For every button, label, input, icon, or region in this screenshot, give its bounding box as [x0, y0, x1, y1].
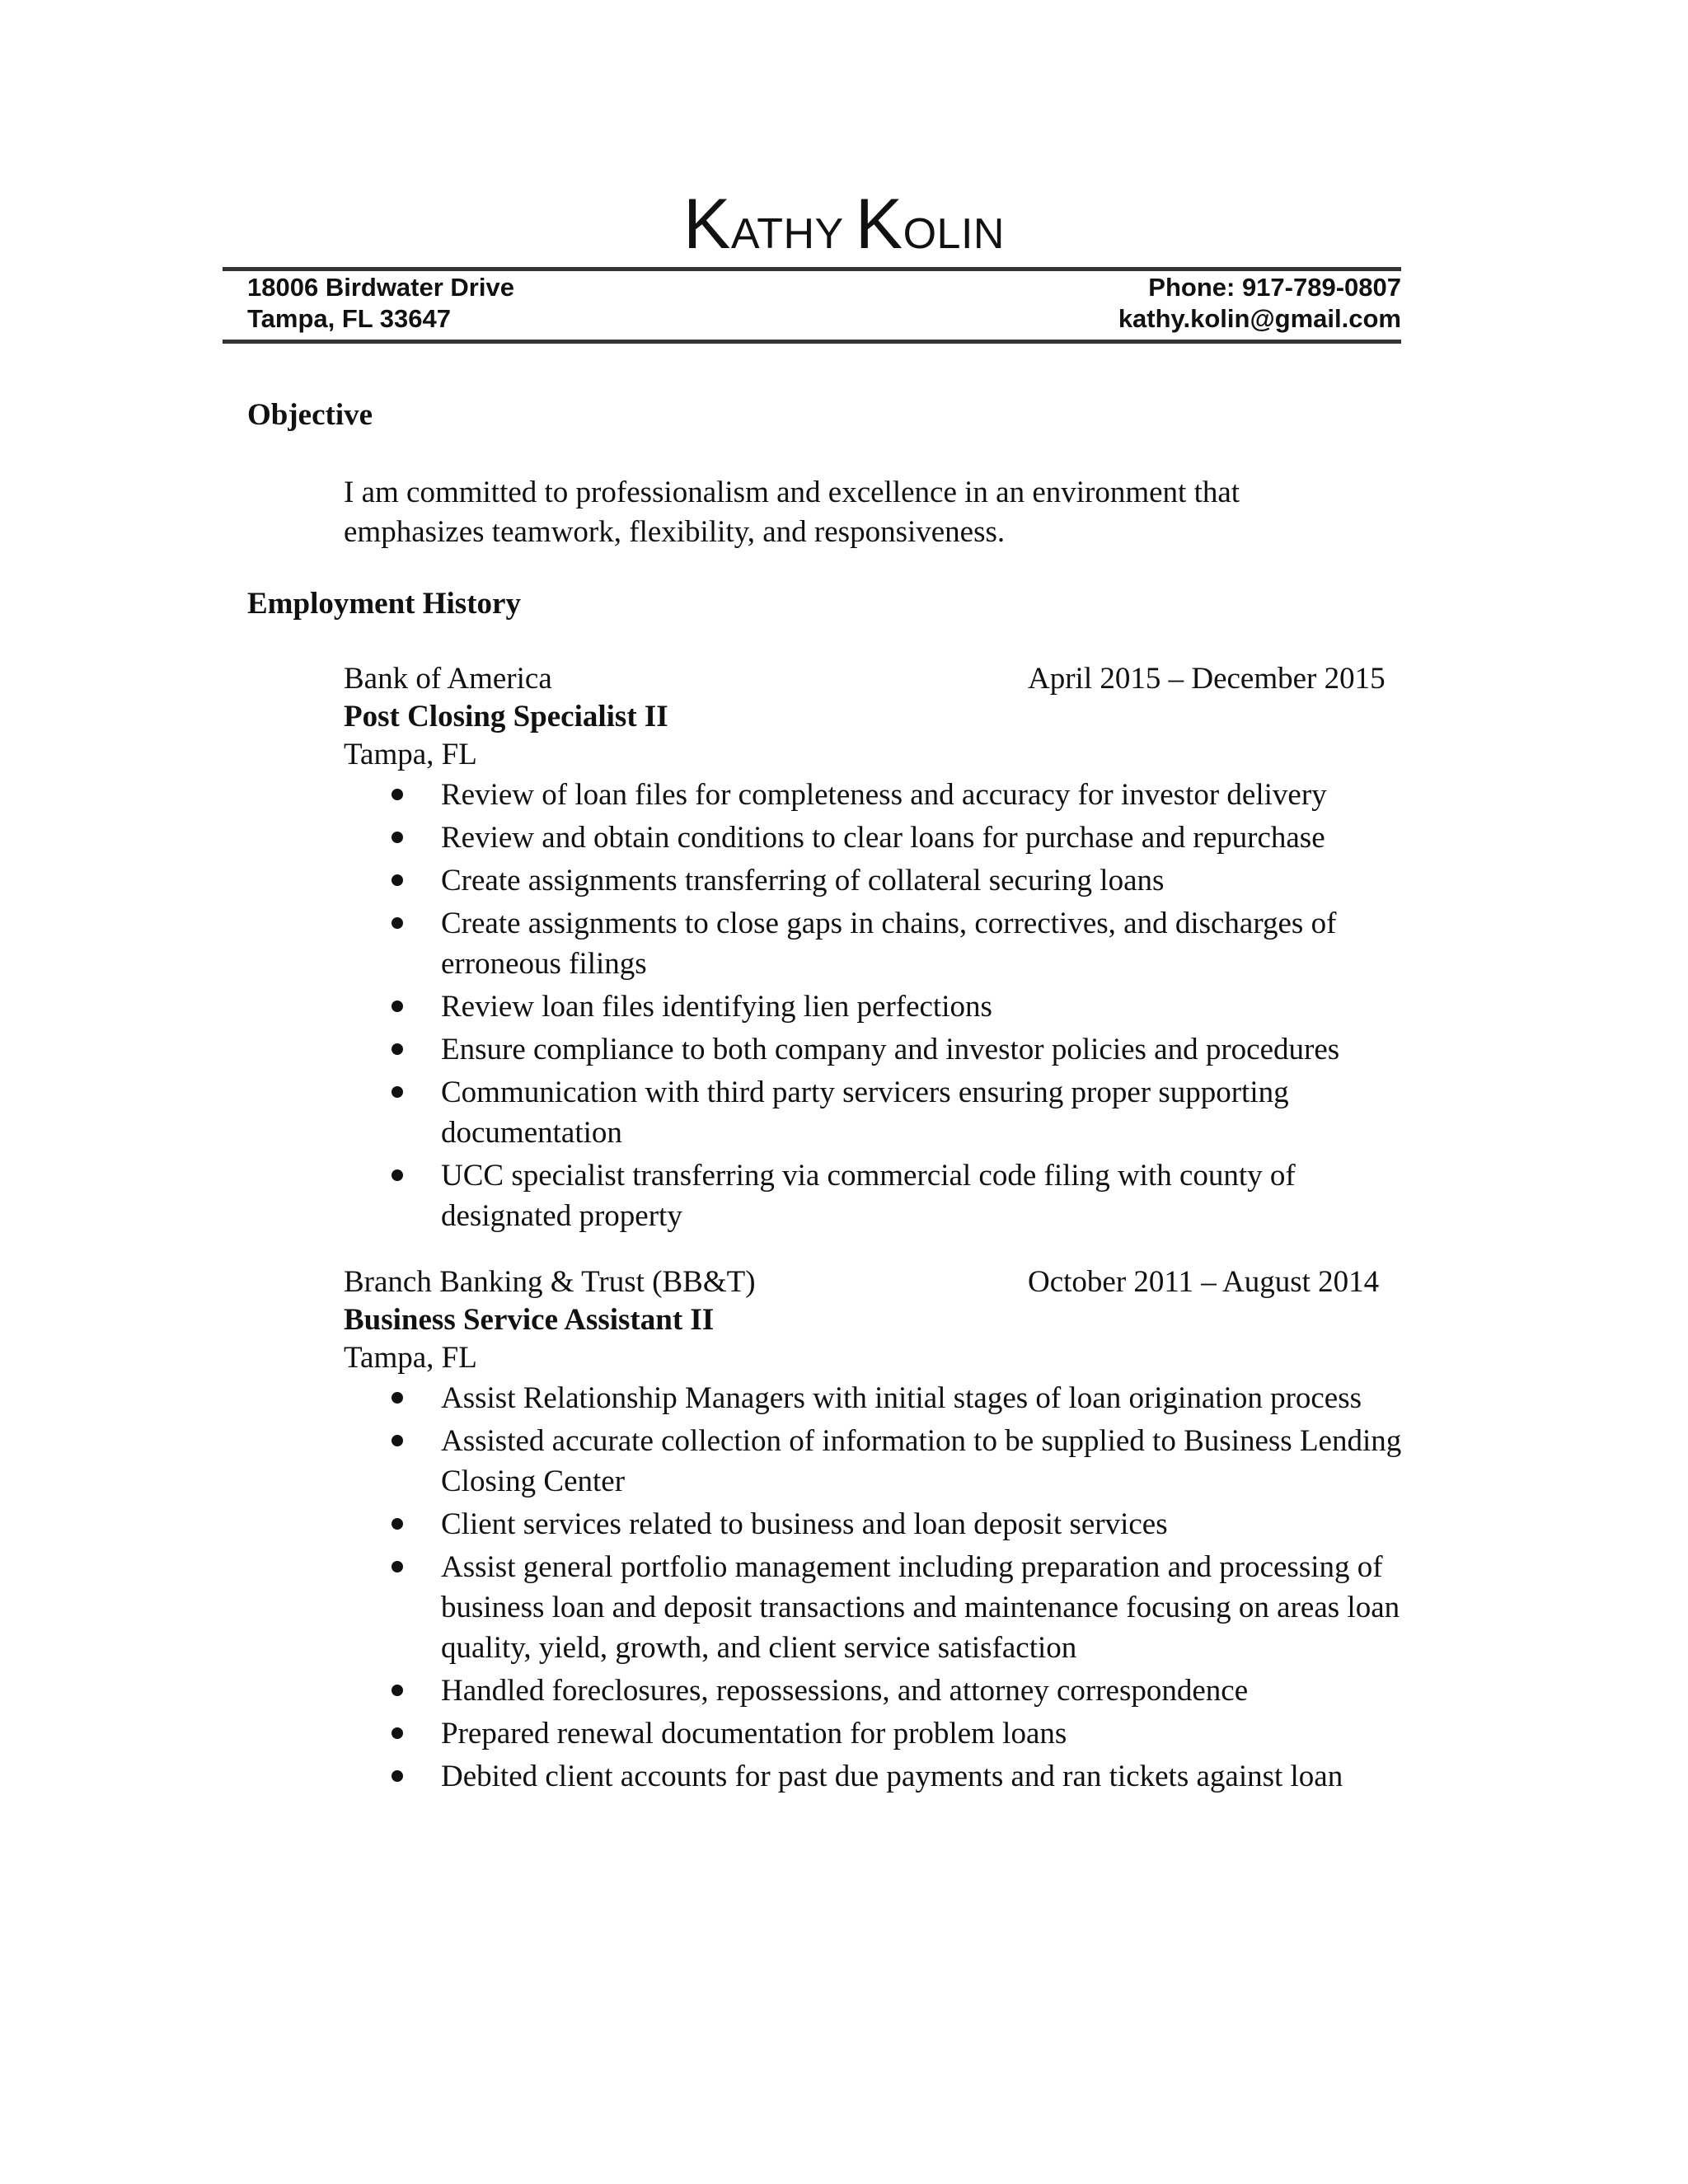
- bullet-icon: [392, 917, 403, 929]
- job-title: Business Service Assistant II: [344, 1303, 715, 1337]
- bullet-icon: [392, 1435, 403, 1446]
- bullet-icon: [392, 1727, 403, 1739]
- job-duties-list: [344, 775, 1415, 1236]
- address-line-2: Tampa, FL 33647: [247, 304, 451, 333]
- resume-name: [0, 185, 1688, 267]
- bullet-icon: [392, 1392, 403, 1404]
- job-company: Bank of America: [344, 662, 552, 696]
- employment-heading: Employment History: [247, 587, 521, 621]
- list-item: Create assignments to close gaps in chains, correctives, and discharges of erroneous filings: [344, 903, 1430, 984]
- job-duties-list: [344, 1378, 1415, 1797]
- job-company: Branch Banking & Trust (BB&T): [344, 1265, 756, 1299]
- bullet-icon: [392, 1001, 403, 1012]
- name-last-initial: K: [855, 185, 903, 264]
- list-item: Assist Relationship Managers with initial stages of loan origination process: [344, 1378, 1430, 1418]
- address-line-1: 18006 Birdwater Drive: [247, 273, 514, 302]
- contact-info: [1118, 272, 1401, 335]
- objective-line-2: emphasizes teamwork, flexibility, and responsiveness.: [344, 515, 1006, 549]
- objective-heading: Objective: [247, 398, 373, 432]
- bullet-icon: [392, 1518, 403, 1530]
- list-item: Review loan files identifying lien perfections: [344, 987, 1430, 1027]
- job-dates: October 2011 – August 2014: [1028, 1265, 1380, 1299]
- name-first-initial: K: [683, 185, 731, 264]
- phone-number: Phone: 917-789-0807: [1148, 273, 1401, 302]
- objective-text: [344, 473, 1415, 552]
- list-item: Prepared renewal documentation for problem loans: [344, 1713, 1430, 1754]
- bullet-icon: [392, 1561, 403, 1572]
- bullet-icon: [392, 1685, 403, 1696]
- bullet-icon: [392, 1770, 403, 1782]
- job-location: Tampa, FL: [344, 1341, 477, 1375]
- list-item: Handled foreclosures, repossessions, and attorney correspondence: [344, 1671, 1430, 1711]
- bullet-icon: [392, 1169, 403, 1181]
- job-entry: [344, 1263, 1415, 1799]
- contact-address: [247, 272, 514, 335]
- name-last-rest: OLIN: [903, 210, 1005, 258]
- list-item: Review of loan files for completeness and accuracy for investor delivery: [344, 775, 1430, 815]
- job-entry: [344, 659, 1415, 1239]
- job-dates: April 2015 – December 2015: [1028, 662, 1386, 696]
- list-item: Review and obtain conditions to clear loans for purchase and repurchase: [344, 818, 1430, 858]
- header-bottom-rule: [223, 340, 1401, 344]
- bullet-icon: [392, 832, 403, 843]
- name-first-rest: ATHY: [730, 210, 843, 258]
- list-item: Create assignments transferring of collateral securing loans: [344, 860, 1430, 901]
- list-item: Assist general portfolio management including preparation and processing of business loan and deposit transactions and maintenance focusing on areas loan quality, yield, growth, and client service satisfaction: [344, 1547, 1430, 1668]
- list-item: Debited client accounts for past due payments and ran tickets against loan: [344, 1756, 1430, 1797]
- list-item: UCC specialist transferring via commercial code filing with county of designated property: [344, 1155, 1430, 1236]
- bullet-icon: [392, 1086, 403, 1098]
- list-item: Communication with third party servicers ensuring proper supporting documentation: [344, 1072, 1430, 1153]
- bullet-icon: [392, 789, 403, 800]
- job-location: Tampa, FL: [344, 738, 477, 771]
- bullet-icon: [392, 1043, 403, 1055]
- bullet-icon: [392, 874, 403, 886]
- list-item: Assisted accurate collection of information to be supplied to Business Lending Closing Center: [344, 1421, 1430, 1502]
- list-item: Ensure compliance to both company and investor policies and procedures: [344, 1029, 1430, 1070]
- header-top-rule: [223, 267, 1401, 271]
- job-title: Post Closing Specialist II: [344, 700, 668, 733]
- email-address: kathy.kolin@gmail.com: [1118, 304, 1401, 333]
- list-item: Client services related to business and loan deposit services: [344, 1504, 1430, 1544]
- objective-line-1: I am committed to professionalism and excellence in an environment that: [344, 476, 1240, 509]
